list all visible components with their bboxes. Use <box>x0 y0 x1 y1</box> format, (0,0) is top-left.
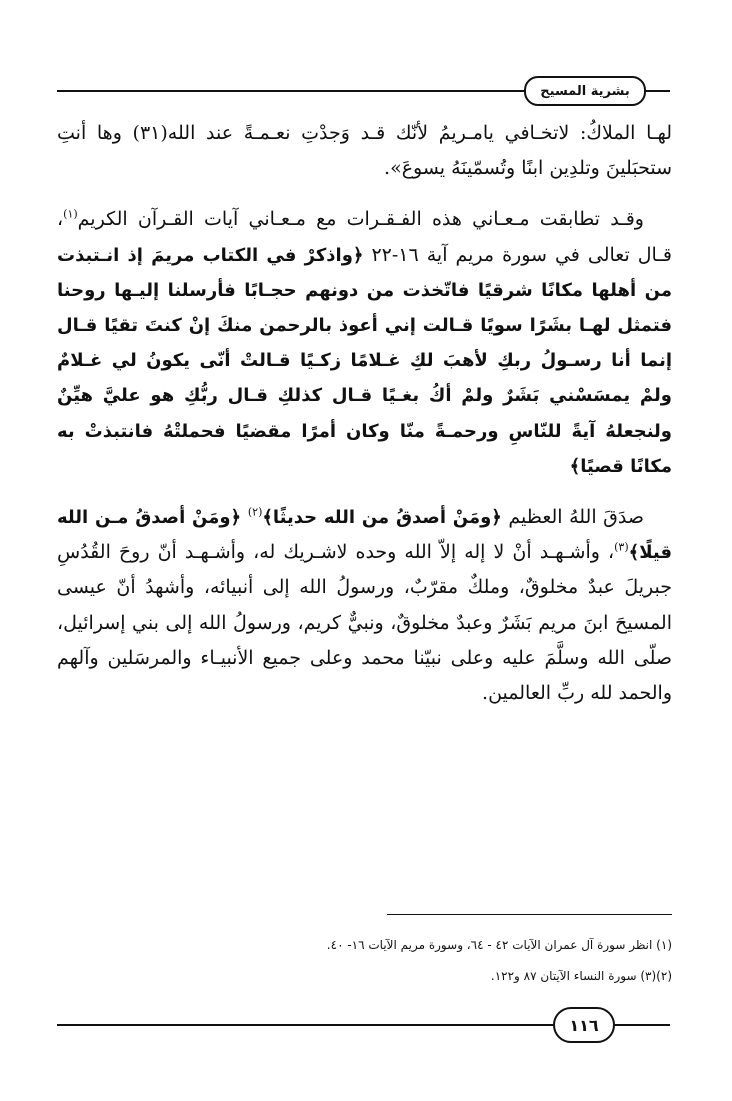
footnote-ref-2[interactable]: (٢) <box>247 505 263 519</box>
footnote-ref-1[interactable]: (١) <box>63 208 78 222</box>
paragraph-3-opening: صدَقَ اللهُ العظيم <box>501 506 644 529</box>
page-number: ١١٦ <box>553 1007 615 1043</box>
running-header <box>57 74 670 104</box>
quran-verse-maryam: ﴿واذكرْ في الكتاب مريمَ إذ انـتبذت من أهلها مكانًا شرقيًا فاتّخذت من دونهم حجـابًا فأرسلنا إليـها روحنا فتمثل لهـا بشَرًا سويًا قـالت إني أعوذ بالرحمن منكَ إنْ كنتَ تقيًا قـال إنما أنا رسـولُ ربكِ لأهبَ لكِ غـلامًا زكـيًا قـالتْ أنّى يكونُ لي غـلامٌ ولمْ يمسَسْني بَشَرٌ ولمْ أكُ بغـيًا قـال كذلكِ قـال ربُّكِ هو عليَّ هيِّنٌ ولنجعلهُ آيةً للنّاسِ ورحمـةً منّا وكان أمرًا مقضيًا فحملتْهُ فانتبذتْ به مكانًا قصيًا﴾ <box>57 244 672 477</box>
paragraph-2-intro: وقـد تطابقت مـعـاني هذه الفـقـرات مع مـعـاني آيات القـرآن الكريم <box>77 208 644 231</box>
quran-verse-hadith: ﴿ومَنْ أصدقُ من الله حديثًا﴾ <box>262 507 502 529</box>
paragraph-3-testimony: ، وأشـهـد أنْ لا إله إلاّ الله وحده لاشـريك له، وأشـهـد أنّ روحَ القُدُسِ جبريلَ عبدٌ مخلوقٌ، وملكٌ مقرّبٌ، ورسولُ الله إلى أنبيائه، وأشهدُ أنّ عيسى المسيحَ ابنَ مريم بَشَرٌ وعبدٌ مخلوقٌ، ونبيٌّ كريم، ورسولُ الله إلى بني إسرائيل، صلّى الله وسلَّمَ عليه وعلى نبيّنا محمد وعلى جميع الأنبيـاء والمرسَلين وآلهم والحمد لله ربِّ العالمين. <box>57 541 672 705</box>
page-footer <box>57 1005 670 1045</box>
paragraph-1: لهـا الملاكُ: لاتخـافي يامـريمُ لأنّك قـد وَجدْتِ نعـمـةً عند الله(٣١) وها أنتِ ستحبَلينَ وتلدِين ابنًا وتُسمّينَهُ يسوعَ». <box>57 122 672 180</box>
chapter-title-badge: بشرية المسيح <box>524 76 646 106</box>
paragraph-2 <box>57 202 672 484</box>
quran-verse-qila: ﴿ومَنْ أصدقُ مـن الله قيلًا﴾ <box>57 507 672 564</box>
paragraph-3 <box>57 500 672 711</box>
footnote-ref-3[interactable]: (٣) <box>614 540 629 554</box>
footnotes <box>57 930 672 992</box>
footnote-2-3: (٢)(٣) سورة النساء الآيتان ٨٧ و١٢٢. <box>490 969 672 983</box>
footnote-1: (١) انظر سورة آل عمران الآيات ٤٢ - ٦٤، وسورة مريم الآيات ١٦- ٤٠. <box>326 938 672 952</box>
main-text <box>57 116 672 711</box>
footnote-separator <box>387 914 672 915</box>
paragraph-2-citation: ، قـال تعالى في سورة مريم آية ١٦-٢٢ <box>57 208 672 266</box>
